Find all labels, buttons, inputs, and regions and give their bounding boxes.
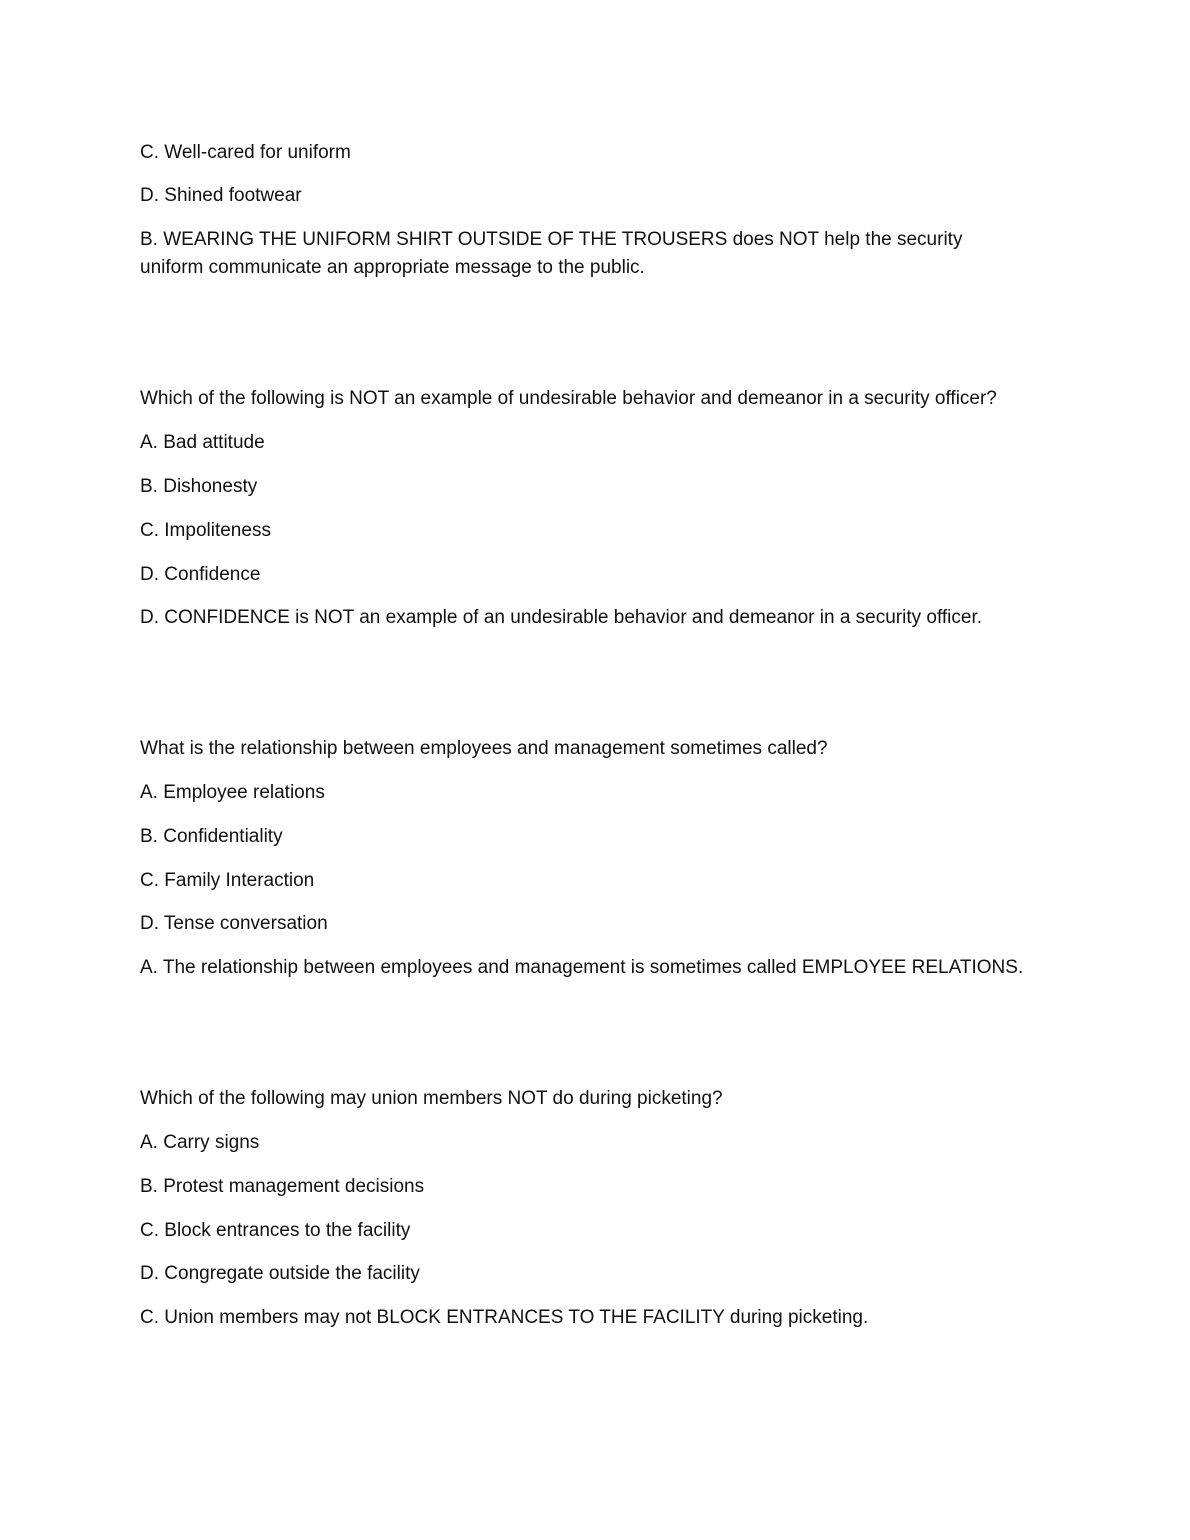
option-d: D. Tense conversation [140,913,328,934]
question-prompt: Which of the following is NOT an example of undesirable behavior and demeanor in a security officer? [140,388,997,409]
option-a: A. Employee relations [140,782,325,803]
question-prompt: Which of the following may union members NOT do during picketing? [140,1088,723,1109]
option-c: C. Well-cared for uniform [140,142,351,163]
option-b: B. Dishonesty [140,476,258,497]
question-prompt: What is the relationship between employees and management sometimes called? [140,738,828,759]
option-c: C. Block entrances to the facility [140,1220,411,1241]
option-c: C. Family Interaction [140,870,315,891]
option-c: C. Impoliteness [140,520,271,541]
answer-text: D. CONFIDENCE is NOT an example of an undesirable behavior and demeanor in a security officer. [140,607,983,628]
answer-text: A. The relationship between employees and management is sometimes called EMPLOYEE RELATIONS. [140,957,1024,978]
option-b: B. Protest management decisions [140,1176,425,1197]
option-b: B. Confidentiality [140,826,283,847]
option-d: D. Confidence [140,564,261,585]
option-a: A. Bad attitude [140,432,265,453]
option-d: D. Shined footwear [140,185,302,206]
option-d: D. Congregate outside the facility [140,1263,420,1284]
answer-text: C. Union members may not BLOCK ENTRANCES TO THE FACILITY during picketing. [140,1307,869,1328]
option-a: A. Carry signs [140,1132,260,1153]
answer-text: B. WEARING THE UNIFORM SHIRT OUTSIDE OF THE TROUSERS does NOT help the security uniform communicate an appropriate message to the public. [140,229,963,278]
